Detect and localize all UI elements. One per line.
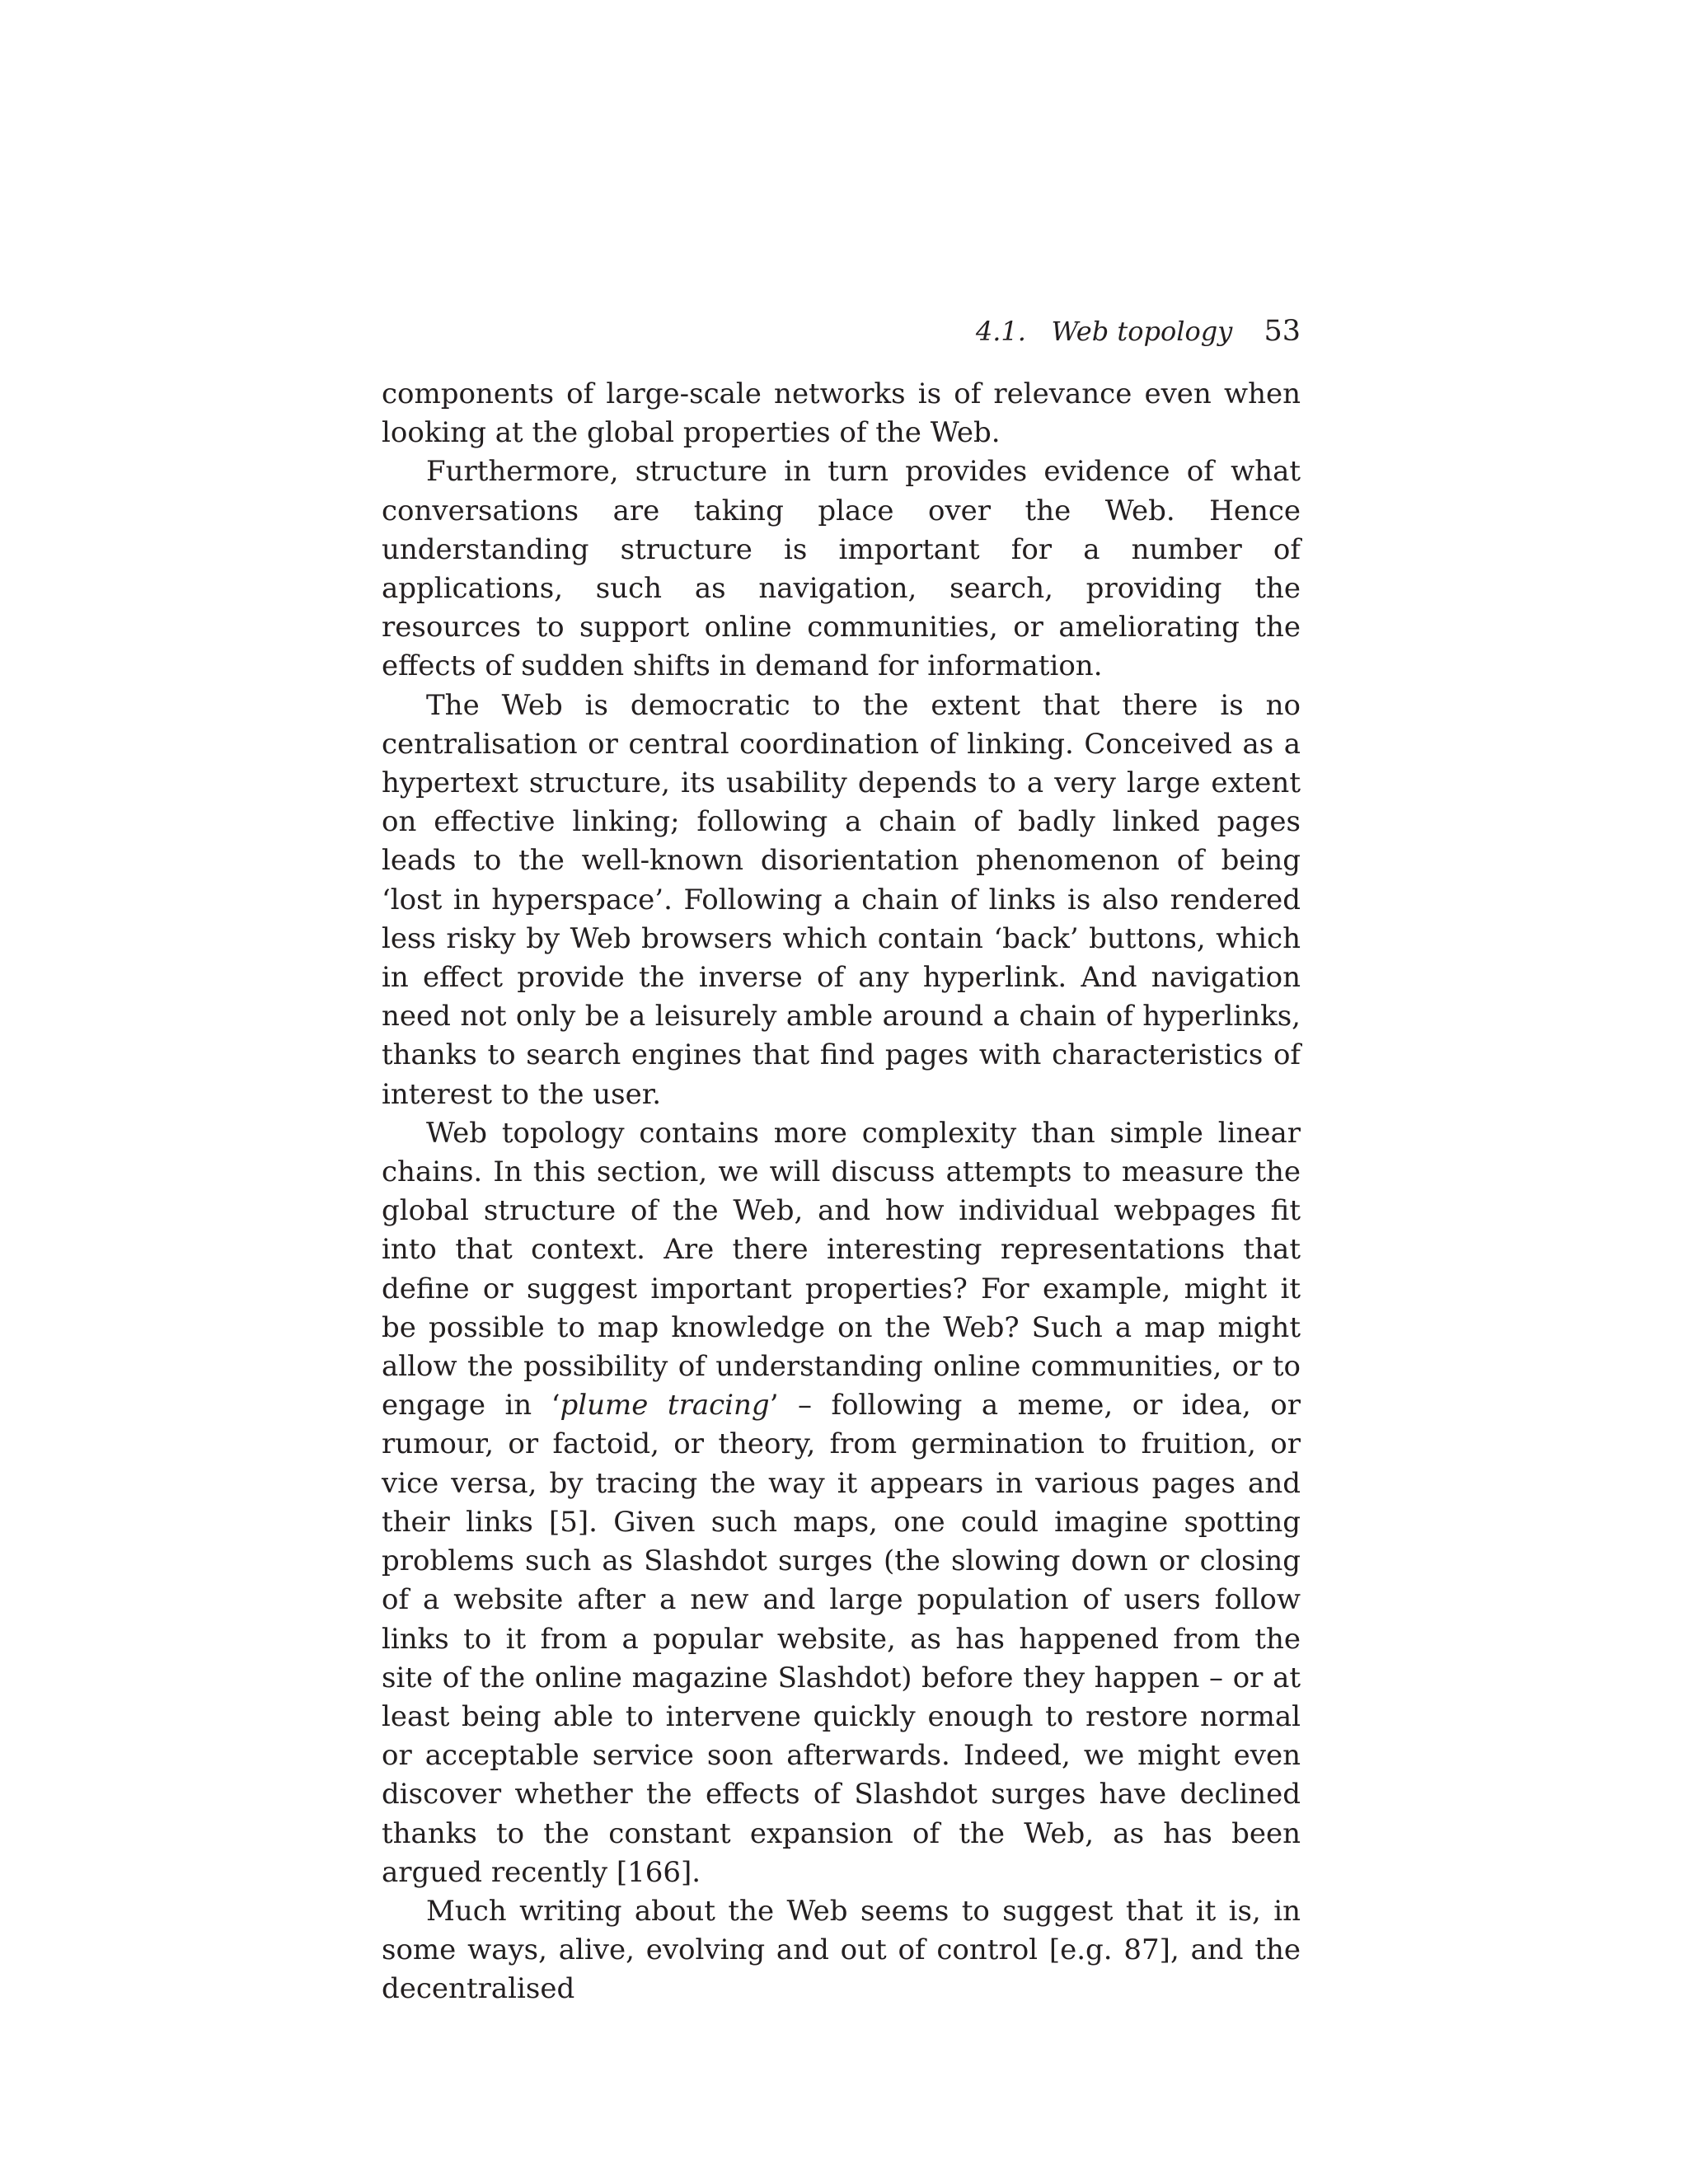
section-number: 4.1. [975,316,1026,347]
paragraph-4-part-2: ’ – following a meme, or idea, or rumour, or factoid, or theory, from germination to fruition, or vice versa, by tracing the way it appears in various pages and their links [5]. Given such maps, one could imagine spotting problems such as Slashdot surges (the slowing down or closing of a website after a new and large population of users follow links to it from a popular website, as has happened from the site of the online magazine Slashdot) before they happen – or at least being able to intervene quickly enough to restore normal or acceptable service soon afterwards. Indeed, we might even discover whether the effects of Slashdot surges have declined thanks to the constant expansion of the Web, as has been argued recently [166]. [382,1389,1301,1889]
section-title: Web topology [1051,316,1233,347]
paragraph-1: components of large-scale networks is of relevance even when looking at the global properties of the Web. [382,377,1301,450]
paragraph-4-part-1: Web topology contains more complexity than simple linear chains. In this section, we will discuss attempts to measure the global structure of the Web, and how individual webpages fit into that context. Are there interesting representations that define or suggest important properties? For example, might it be possible to map knowledge on the Web? Such a map might allow the possibility of understanding online communities, or to engage in ‘ [382,1116,1301,1422]
plume-tracing-emphasis: plume tracing [560,1389,770,1422]
running-header [382,312,1301,351]
body-text [382,375,1301,2009]
paragraph-3: The Web is democratic to the extent that there is no centralisation or central coordination of linking. Conceived as a hypertext structure, its usability depends to a very large extent on effective linking; following a chain of badly linked pages leads to the well-known disorientation phenomenon of being ‘lost in hyperspace’. Following a chain of links is also rendered less risky by Web browsers which contain ‘back’ buttons, which in effect provide the inverse of any hyperlink. And navigation need not only be a leisurely amble around a chain of hyperlinks, thanks to search engines that find pages with characteristics of interest to the user. [382,688,1301,1111]
paragraph-4 [382,1114,1301,1892]
paragraph-2: Furthermore, structure in turn provides evidence of what conversations are taking place over the Web. Hence understanding structure is important for a number of applications, such as navigation, search, providing the resources to support online communities, or ameliorating the effects of sudden shifts in demand for information. [382,455,1301,683]
paragraph-5: Much writing about the Web seems to suggest that it is, in some ways, alive, evolving and out of control [e.g. 87], and the decentralised [382,1894,1301,2006]
page-number: 53 [1264,315,1301,348]
